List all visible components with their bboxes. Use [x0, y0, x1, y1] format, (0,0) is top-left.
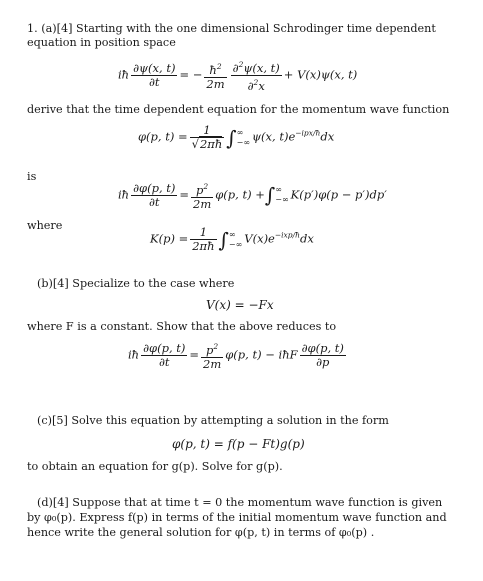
momentum-space-equation: iħ $\frac{\partial\varphi(p, t)}{\partial t}$ = $\frac{p^2}{2m}$ φ(p, t) +∫ ∞ −∞ K(p′)φ(p − p′)dp′	[118, 180, 387, 211]
q1d-line-3: hence write the general solution for φ(p, t) in terms of φ₀(p) .	[27, 526, 375, 539]
q1c-line-1: (c)[5] Solve this equation by attempting a solution in the form	[37, 414, 389, 427]
is-label: is	[27, 170, 37, 183]
q1c-line-2: to obtain an equation for g(p). Solve for g(p).	[27, 460, 283, 473]
derive-line: derive that the time dependent equation for the momentum wave function	[27, 103, 450, 116]
q1b-line-1: (b)[4] Specialize to the case where	[37, 277, 235, 290]
ansatz-equation: φ(p, t) = f(p − Ft)g(p)	[172, 437, 305, 451]
q1-intro-line-2: equation in position space	[27, 36, 176, 49]
schrodinger-equation: iħ $\frac{\partial\psi(x, t)}{\partial t}$ = − $\frac{ħ^2}{2m}$ $\frac{\partial^2\psi(x, t)}{\partial^2x}$ + V(x)ψ(x, t)	[118, 60, 358, 93]
momentum-wave-function: φ(p, t) = $\frac{1}{√2\pi ħ}$ ∫ ∞ −∞ ψ(x, $t)e^{-ipx/ħ}dx$	[138, 123, 335, 151]
potential-equation: V(x) = −Fx	[206, 298, 274, 312]
q1d-line-1: (d)[4] Suppose that at time t = 0 the momentum wave function is given	[37, 496, 443, 509]
q1-intro-line-1: 1. (a)[4] Starting with the one dimensional Schrodinger time dependent	[27, 22, 436, 35]
where-label: where	[27, 219, 63, 232]
q1b-line-2: where F is a constant. Show that the above reduces to	[27, 320, 337, 333]
kernel-equation: K(p) = $\frac{1}{2\pi ħ}$ ∫ ∞ −∞ $V(x)e^{-ixp/ħ}dx$	[150, 225, 314, 253]
reduced-equation: iħ $\frac{\partial\varphi(p, t)}{\partial t}$ = $\frac{p^2}{2m}$ φ(p, t) − iħF $\frac{\partial\varphi(p, t)}{\partial p}$	[128, 340, 344, 371]
q1d-line-2: by φ₀(p). Express f(p) in terms of the initial momentum wave function and	[27, 511, 447, 524]
